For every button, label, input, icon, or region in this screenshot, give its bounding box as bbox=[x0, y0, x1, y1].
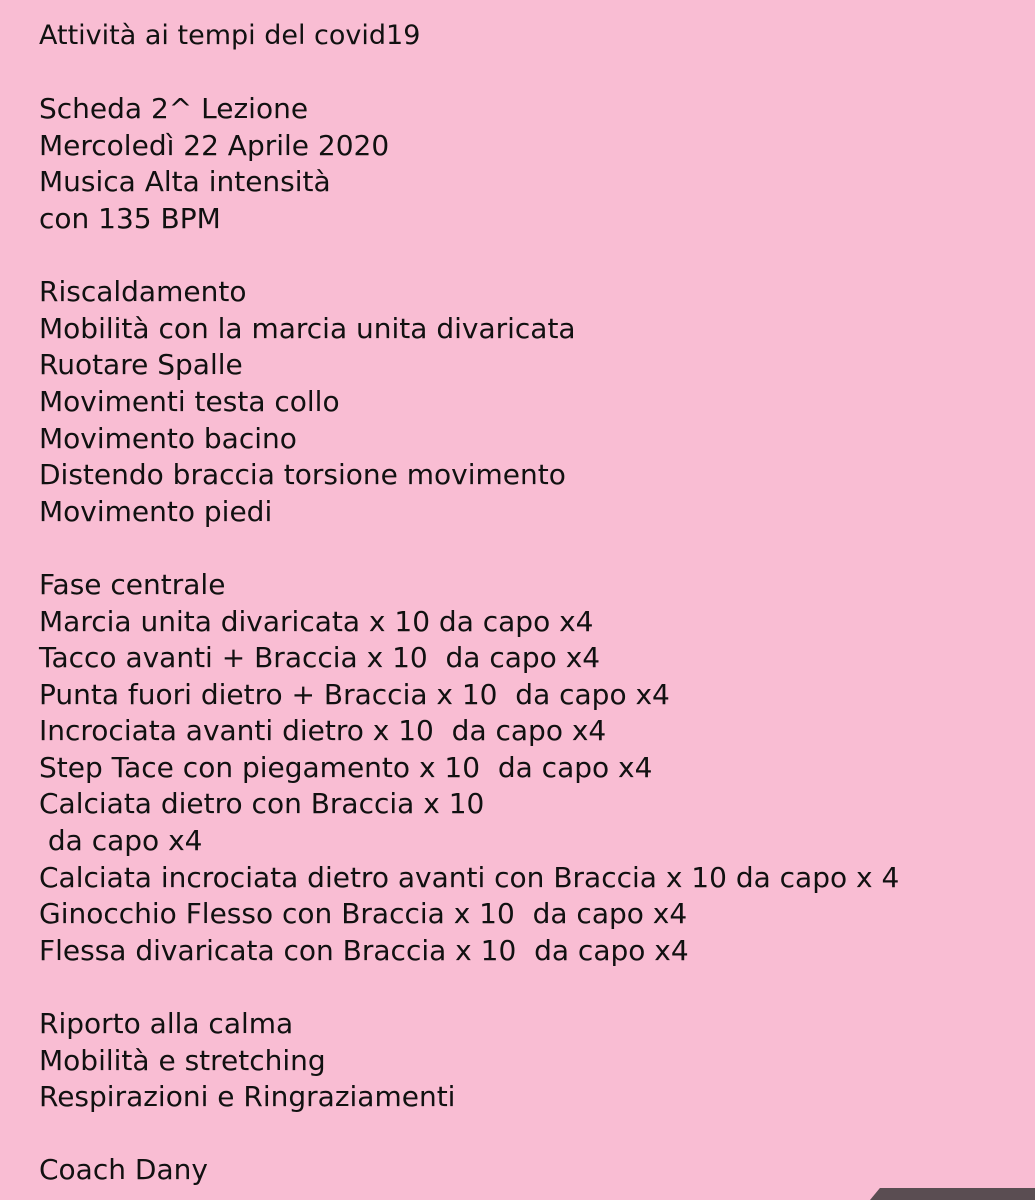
exercise-item: Ginocchio Flesso con Braccia x 10 da capo x4 bbox=[39, 897, 688, 931]
exercise-item: Movimento piedi bbox=[39, 494, 273, 528]
exercise-item: Flessa divaricata con Braccia x 10 da capo x4 bbox=[39, 933, 689, 967]
spacer bbox=[39, 1116, 1029, 1153]
cooldown-section bbox=[39, 1006, 1029, 1116]
exercise-item: Mobilità con la marcia unita divaricata bbox=[39, 311, 576, 345]
exercise-item: Mobilità e stretching bbox=[39, 1043, 326, 1077]
exercise-item-continuation: da capo x4 bbox=[39, 824, 203, 858]
spacer bbox=[39, 969, 1029, 1006]
spacer bbox=[39, 530, 1029, 567]
exercise-item: Tacco avanti + Braccia x 10 da capo x4 bbox=[39, 641, 601, 675]
spacer bbox=[39, 238, 1029, 275]
warmup-section bbox=[39, 274, 1029, 530]
section-heading-cooldown: Riporto alla calma bbox=[39, 1007, 294, 1041]
workout-sheet bbox=[39, 18, 1029, 1189]
lesson-label: Scheda 2^ Lezione bbox=[39, 92, 309, 126]
exercise-item: Marcia unita divaricata x 10 da capo x4 bbox=[39, 604, 594, 638]
exercise-item: Step Tace con piegamento x 10 da capo x4 bbox=[39, 750, 653, 784]
exercise-item: Calciata dietro con Braccia x 10 bbox=[39, 787, 485, 821]
header-block bbox=[39, 91, 1029, 237]
lesson-date: Mercoledì 22 Aprile 2020 bbox=[39, 128, 390, 162]
music-bpm: con 135 BPM bbox=[39, 201, 221, 235]
spacer bbox=[39, 55, 1029, 92]
section-heading-central: Fase centrale bbox=[39, 567, 226, 601]
corner-decoration bbox=[870, 1188, 1035, 1200]
music-intensity: Musica Alta intensità bbox=[39, 165, 331, 199]
section-heading-warmup: Riscaldamento bbox=[39, 275, 247, 309]
central-section bbox=[39, 567, 1029, 970]
exercise-item: Ruotare Spalle bbox=[39, 348, 243, 382]
exercise-item: Movimenti testa collo bbox=[39, 384, 340, 418]
exercise-item: Distendo braccia torsione movimento bbox=[39, 458, 566, 492]
exercise-item: Movimento bacino bbox=[39, 421, 297, 455]
exercise-item: Incrociata avanti dietro x 10 da capo x4 bbox=[39, 714, 607, 748]
exercise-item: Calciata incrociata dietro avanti con Braccia x 10 da capo x 4 bbox=[39, 860, 900, 894]
coach-signature: Coach Dany bbox=[39, 1153, 208, 1187]
exercise-item: Respirazioni e Ringraziamenti bbox=[39, 1080, 456, 1114]
exercise-item: Punta fuori dietro + Braccia x 10 da capo x4 bbox=[39, 677, 670, 711]
document-title: Attività ai tempi del covid19 bbox=[39, 20, 421, 51]
